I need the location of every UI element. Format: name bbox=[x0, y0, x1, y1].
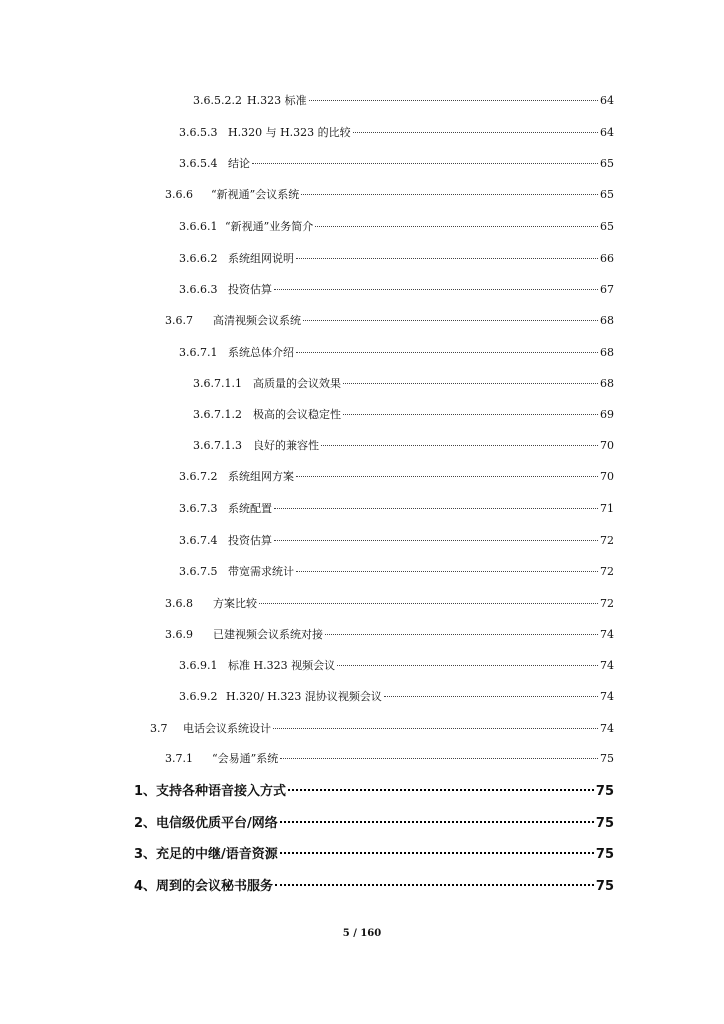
toc-title: 投资估算 bbox=[228, 283, 272, 296]
toc-title: H.323 标准 bbox=[247, 94, 307, 107]
toc-page-number: 74 bbox=[600, 722, 614, 735]
toc-page-number: 72 bbox=[600, 565, 614, 578]
toc-entry[interactable] bbox=[165, 626, 614, 642]
toc-number: 3.6.5.3 bbox=[179, 126, 218, 139]
toc-entry[interactable] bbox=[179, 657, 614, 673]
toc-title: “会易通”系统 bbox=[212, 752, 279, 765]
toc-entry[interactable] bbox=[179, 500, 614, 516]
toc-title: 良好的兼容性 bbox=[253, 439, 319, 452]
toc-title: 3、充足的中继/语音资源 bbox=[134, 847, 278, 862]
toc-entry[interactable] bbox=[179, 250, 614, 266]
toc-title: 已建视频会议系统对接 bbox=[213, 628, 323, 641]
toc-page-number: 69 bbox=[600, 408, 614, 421]
toc-leader bbox=[296, 258, 598, 259]
toc-number: 3.6.5.4 bbox=[179, 157, 218, 170]
toc-leader bbox=[343, 383, 598, 384]
toc-entry[interactable] bbox=[179, 124, 614, 140]
toc-leader bbox=[252, 163, 598, 164]
toc-number: 3.6.7.4 bbox=[179, 534, 218, 547]
toc-title: 极高的会议稳定性 bbox=[253, 408, 341, 421]
toc-title: 方案比较 bbox=[213, 597, 257, 610]
toc-entry[interactable] bbox=[165, 312, 614, 328]
toc-leader bbox=[274, 289, 598, 290]
toc-page-number: 74 bbox=[600, 659, 614, 672]
toc-title: 系统配置 bbox=[228, 502, 272, 515]
toc-title: H.320 与 H.323 的比较 bbox=[228, 126, 351, 139]
toc-leader bbox=[353, 132, 598, 133]
toc-title: “新视通”业务简介 bbox=[225, 220, 314, 233]
toc-number: 3.6.7.1.2 bbox=[193, 408, 242, 421]
toc-leader bbox=[309, 100, 598, 101]
page-number-footer: 5 / 160 bbox=[342, 928, 382, 939]
toc-entry[interactable] bbox=[165, 595, 614, 611]
toc-page-number: 70 bbox=[600, 439, 614, 452]
toc-leader bbox=[301, 194, 598, 195]
toc-leader bbox=[303, 320, 598, 321]
toc-leader bbox=[321, 445, 598, 446]
toc-entry[interactable] bbox=[179, 281, 614, 297]
toc-entry-bold[interactable] bbox=[134, 812, 614, 831]
toc-page-number: 74 bbox=[600, 628, 614, 641]
toc-number: 3.6.7 bbox=[165, 314, 193, 327]
toc-page-number: 64 bbox=[600, 126, 614, 139]
toc-title: 电话会议系统设计 bbox=[183, 722, 271, 735]
toc-number: 3.6.6.3 bbox=[179, 283, 218, 296]
toc-page-number: 65 bbox=[600, 157, 614, 170]
toc-leader bbox=[325, 634, 598, 635]
toc-title: 2、电信级优质平台/网络 bbox=[134, 816, 278, 831]
toc-title: 系统组网说明 bbox=[228, 252, 294, 265]
toc-number: 3.6.7.1 bbox=[179, 346, 218, 359]
toc-entry[interactable] bbox=[179, 344, 614, 360]
toc-entry-bold[interactable] bbox=[134, 875, 614, 894]
toc-page-number: 68 bbox=[600, 314, 614, 327]
toc-page-number: 70 bbox=[600, 470, 614, 483]
toc-leader bbox=[296, 476, 598, 477]
toc-number: 3.7 bbox=[150, 722, 168, 735]
toc-number: 3.6.9.1 bbox=[179, 659, 218, 672]
toc-page-number: 68 bbox=[600, 346, 614, 359]
toc-leader bbox=[275, 884, 594, 886]
toc-page-number: 65 bbox=[600, 188, 614, 201]
toc-entry[interactable] bbox=[193, 437, 614, 453]
toc-leader bbox=[315, 226, 598, 227]
toc-leader bbox=[296, 352, 598, 353]
toc-leader bbox=[259, 603, 598, 604]
toc-number: 3.6.7.2 bbox=[179, 470, 218, 483]
toc-entry[interactable] bbox=[165, 750, 614, 766]
toc-page-number: 75 bbox=[595, 879, 614, 894]
toc-page-number: 67 bbox=[600, 283, 614, 296]
toc-entry[interactable] bbox=[179, 155, 614, 171]
toc-title: 高清视频会议系统 bbox=[213, 314, 301, 327]
toc-number: 3.6.7.1.3 bbox=[193, 439, 242, 452]
toc-title: 投资估算 bbox=[228, 534, 272, 547]
toc-page-number: 75 bbox=[600, 752, 614, 765]
toc-entry[interactable] bbox=[150, 720, 614, 736]
toc-entry[interactable] bbox=[179, 468, 614, 484]
toc-leader bbox=[274, 508, 598, 509]
toc-entry-bold[interactable] bbox=[134, 780, 614, 799]
toc-leader bbox=[288, 789, 594, 791]
toc-title: 结论 bbox=[228, 157, 250, 170]
toc-entry[interactable] bbox=[179, 688, 614, 704]
toc-number: 3.6.6.1 bbox=[179, 220, 218, 233]
toc-leader bbox=[273, 728, 598, 729]
toc-number: 3.6.7.5 bbox=[179, 565, 218, 578]
toc-page-number: 75 bbox=[595, 847, 614, 862]
toc-leader bbox=[280, 758, 598, 759]
toc-title: 高质量的会议效果 bbox=[253, 377, 341, 390]
toc-number: 3.6.9 bbox=[165, 628, 193, 641]
toc-number: 3.7.1 bbox=[165, 752, 193, 765]
toc-entry-bold[interactable] bbox=[134, 843, 614, 862]
toc-page-number: 75 bbox=[595, 816, 614, 831]
toc-leader bbox=[280, 821, 594, 823]
toc-leader bbox=[343, 414, 598, 415]
toc-number: 3.6.7.3 bbox=[179, 502, 218, 515]
toc-number: 3.6.9.2 bbox=[179, 690, 218, 703]
toc-entry[interactable] bbox=[193, 92, 614, 108]
toc-page-number: 66 bbox=[600, 252, 614, 265]
toc-number: 3.6.6.2 bbox=[179, 252, 218, 265]
toc-entry[interactable] bbox=[165, 186, 614, 202]
toc-page-number: 72 bbox=[600, 597, 614, 610]
toc-title: 1、支持各种语音接入方式 bbox=[134, 784, 287, 799]
toc-page-number: 71 bbox=[600, 502, 614, 515]
toc-number: 3.6.6 bbox=[165, 188, 193, 201]
toc-number: 3.6.5.2.2 bbox=[193, 94, 242, 107]
toc-title: 系统总体介绍 bbox=[228, 346, 294, 359]
toc-page-number: 68 bbox=[600, 377, 614, 390]
toc-entry[interactable] bbox=[193, 406, 614, 422]
toc-entry[interactable] bbox=[179, 218, 614, 234]
toc-entry[interactable] bbox=[193, 375, 614, 391]
toc-number: 3.6.8 bbox=[165, 597, 193, 610]
toc-leader bbox=[296, 571, 598, 572]
toc-title: H.320/ H.323 混协议视频会议 bbox=[226, 690, 382, 703]
toc-page-number: 72 bbox=[600, 534, 614, 547]
toc-title: 系统组网方案 bbox=[228, 470, 294, 483]
toc-number: 3.6.7.1.1 bbox=[193, 377, 242, 390]
toc-title: 带宽需求统计 bbox=[228, 565, 294, 578]
toc-entry[interactable] bbox=[179, 563, 614, 579]
toc-leader bbox=[337, 665, 598, 666]
toc-page-number: 65 bbox=[600, 220, 614, 233]
toc-entry[interactable] bbox=[179, 532, 614, 548]
toc-title: “新视通”会议系统 bbox=[211, 188, 300, 201]
toc-title: 4、周到的会议秘书服务 bbox=[134, 879, 274, 894]
toc-leader bbox=[280, 852, 594, 854]
toc-page-number: 64 bbox=[600, 94, 614, 107]
toc-leader bbox=[274, 540, 598, 541]
toc-title: 标准 H.323 视频会议 bbox=[228, 659, 336, 672]
toc-page-number: 75 bbox=[595, 784, 614, 799]
toc-page-number: 74 bbox=[600, 690, 614, 703]
toc-leader bbox=[384, 696, 598, 697]
